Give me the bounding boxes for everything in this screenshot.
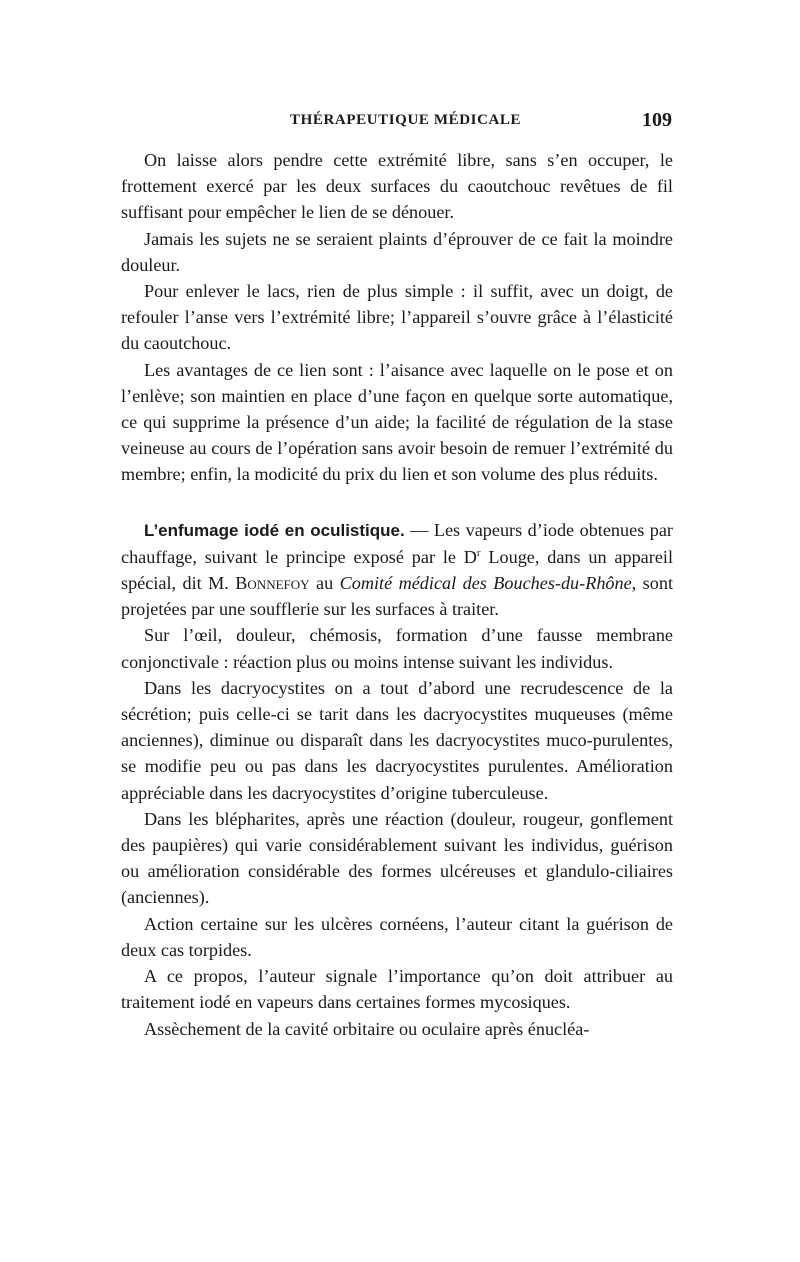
- paragraph: Les avantages de ce lien sont : l’aisance avec laquelle on le pose et on l’enlève; son maintien en place d’une façon en quelque sorte automatique, ce qui supprime la présence d’un aide; la facilité de régulation de la stase veineuse au cours de l’opération sans avoir besoin de remuer l’extrémité du membre; enfin, la modicité du prix du lien et son volume des plus réduits.: [121, 359, 673, 485]
- paragraph: On laisse alors pendre cette extrémité libre, sans s’en occuper, le frottement exercé par les deux surfaces du caoutchouc revêtues de fil suffisant pour empêcher le lien de se dénouer.: [121, 150, 673, 223]
- paragraph: Assèchement de la cavité orbitaire ou oculaire après énucléa-: [144, 1018, 590, 1039]
- paragraph: Sur l’œil, douleur, chémosis, formation d’une fausse membrane conjonctivale : réaction plus ou moins intense suivant les individus.: [121, 625, 673, 672]
- section-text: — Les vapeurs d’iode obtenues par chauffage, suivant le principe exposé par le D: [121, 519, 673, 567]
- author-name: Bonnefoy: [235, 573, 310, 594]
- running-head-title: THÉRAPEUTIQUE MÉDICALE: [290, 112, 522, 128]
- journal-name: Comité médical des Bouches-du-Rhône: [339, 573, 632, 594]
- page-number: 109: [642, 109, 672, 131]
- paragraph: Pour enlever le lacs, rien de plus simple : il suffit, avec un doigt, de refouler l’anse vers l’extrémité libre; l’appareil s’ouvre grâce à l’élasticité du caoutchouc.: [121, 281, 673, 354]
- section-text: , sont projetées par une soufflerie sur les surfaces à traiter.: [121, 573, 673, 620]
- section-text: Louge, dans un appareil spécial, dit M.: [121, 546, 673, 594]
- paragraph: A ce propos, l’auteur signale l’importance qu’on doit attribuer au traitement iodé en vapeurs dans certaines formes mycosiques.: [121, 966, 673, 1013]
- body-text: [121, 147, 673, 1042]
- section-text: au: [309, 573, 340, 594]
- paragraph: Dans les dacryocystites on a tout d’abord une recrudescence de la sécrétion; puis celle-ci se tarit dans les dacryocystites muqueuses (même anciennes), diminue ou disparaît dans les dacryocystites muco-purulentes, se modifie peu ou pas dans les dacryocystites purulentes. Amélioration appréciable dans les dacryocystites d’origine tuberculeuse.: [121, 677, 673, 803]
- paragraph: Dans les blépharites, après une réaction (douleur, rougeur, gonflement des paupières) qui varie considérablement suivant les individus, guérison ou amélioration considérable des formes ulcéreuses et glandulo-ciliaires (anciennes).: [121, 808, 673, 908]
- running-head: [120, 109, 672, 140]
- paragraph: Jamais les sujets ne se seraient plaints d’éprouver de ce fait la moindre douleur.: [121, 228, 673, 275]
- paragraph: Action certaine sur les ulcères cornéens, l’auteur citant la guérison de deux cas torpides.: [121, 913, 673, 960]
- superscript: r: [476, 546, 481, 559]
- section-paragraph: [121, 517, 673, 623]
- section-heading: L’enfumage iodé en oculistique.: [144, 520, 405, 540]
